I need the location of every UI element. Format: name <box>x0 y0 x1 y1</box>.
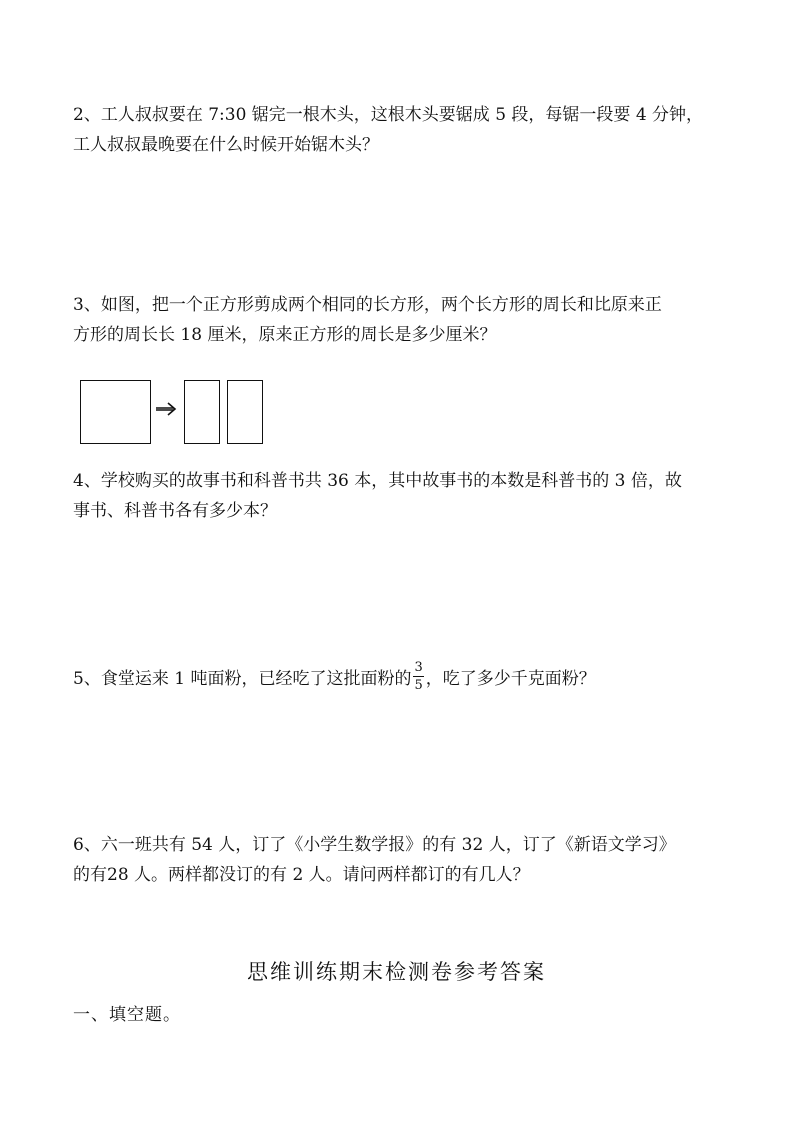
question-4 <box>73 466 733 526</box>
question-6-line-2: 的有28 人。两样都没订的有 2 人。请问两样都订的有几人？ <box>73 865 530 885</box>
rectangle-left <box>184 380 220 444</box>
question-5-line <box>73 660 733 694</box>
question-5-text-before: 5、食堂运来 1 吨面粉，已经吃了这批面粉的 <box>73 669 412 689</box>
question-2-line-1: 2、工人叔叔要在 7:30 锯完一根木头，这根木头要锯成 5 段，每锯一段要 4 分钟， <box>73 105 704 125</box>
answer-key-title: 思维训练期末检测卷参考答案 <box>247 960 546 984</box>
rectangle-right <box>227 380 263 444</box>
question-3-line-2: 方形的周长长 18 厘米，原来正方形的周长是多少厘米？ <box>73 325 497 345</box>
question-4-line-1: 4、学校购买的故事书和科普书共 36 本，其中故事书的本数是科普书的 3 倍，故 <box>73 471 682 491</box>
question-4-line-2: 事书、科普书各有多少本？ <box>73 501 277 521</box>
section-heading-fill-in: 一、填空题。 <box>73 1005 181 1025</box>
question-5 <box>73 660 733 694</box>
question-3 <box>73 290 733 350</box>
question-6 <box>73 830 733 890</box>
fraction-numerator: 3 <box>414 660 423 675</box>
question-3-line-1: 3、如图，把一个正方形剪成两个相同的长方形，两个长方形的周长和比原来正 <box>73 295 662 315</box>
question-6-line-1: 6、六一班共有 54 人，订了《小学生数学报》的有 32 人，订了《新语文学习》 <box>73 835 676 855</box>
original-square <box>80 380 151 444</box>
right-arrow-icon <box>154 400 178 418</box>
fraction-three-fifths <box>413 661 423 692</box>
question-2-line-2: 工人叔叔最晚要在什么时候开始锯木头？ <box>73 135 379 155</box>
question-5-text-after: ，吃了多少千克面粉？ <box>425 669 596 689</box>
square-cut-figure <box>80 380 270 446</box>
fraction-denominator: 5 <box>414 678 423 693</box>
question-2 <box>73 100 733 160</box>
